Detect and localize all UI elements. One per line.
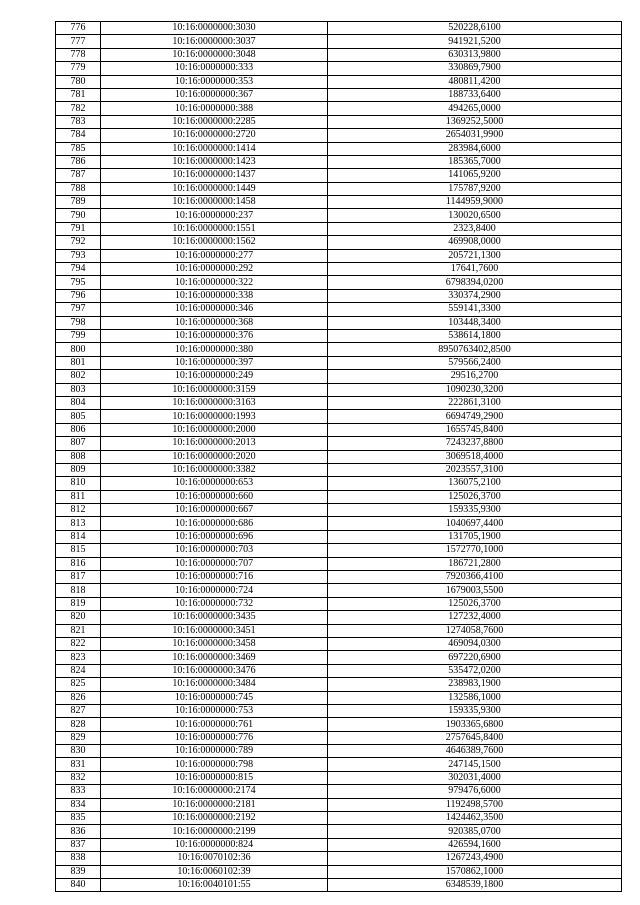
cadastral-number-cell: 10:16:0000000:3484	[101, 678, 328, 691]
value-cell: 1369252,5000	[328, 115, 622, 128]
table-row	[56, 865, 622, 878]
cadastral-number-cell: 10:16:0000000:686	[101, 517, 328, 530]
value-cell: 1274058,7600	[328, 624, 622, 637]
table-row	[56, 637, 622, 650]
table-row	[56, 62, 622, 75]
row-number-cell: 797	[56, 303, 101, 316]
table-row	[56, 504, 622, 517]
value-cell: 538614,1800	[328, 329, 622, 342]
row-number-cell: 792	[56, 236, 101, 249]
row-number-cell: 801	[56, 356, 101, 369]
value-cell: 2654031,9900	[328, 129, 622, 142]
table-row	[56, 825, 622, 838]
row-number-cell: 823	[56, 651, 101, 664]
row-number-cell: 835	[56, 812, 101, 825]
cadastral-number-cell: 10:16:0000000:1449	[101, 182, 328, 195]
table-row	[56, 731, 622, 744]
cadastral-number-cell: 10:16:0040101:55	[101, 879, 328, 892]
table-row	[56, 88, 622, 101]
row-number-cell: 810	[56, 477, 101, 490]
cadastral-number-cell: 10:16:0000000:1437	[101, 169, 328, 182]
cadastral-number-cell: 10:16:0000000:3451	[101, 624, 328, 637]
cadastral-number-cell: 10:16:0060102:39	[101, 865, 328, 878]
value-cell: 1040697,4400	[328, 517, 622, 530]
cadastral-value-table	[55, 21, 622, 892]
table-row	[56, 249, 622, 262]
table-row	[56, 343, 622, 356]
cadastral-number-cell: 10:16:0000000:388	[101, 102, 328, 115]
row-number-cell: 793	[56, 249, 101, 262]
row-number-cell: 832	[56, 771, 101, 784]
row-number-cell: 825	[56, 678, 101, 691]
cadastral-number-cell: 10:16:0000000:249	[101, 370, 328, 383]
table-row	[56, 35, 622, 48]
row-number-cell: 777	[56, 35, 101, 48]
table-row	[56, 490, 622, 503]
value-cell: 2023557,3100	[328, 463, 622, 476]
cadastral-number-cell: 10:16:0000000:653	[101, 477, 328, 490]
table-row	[56, 396, 622, 409]
cadastral-number-cell: 10:16:0000000:789	[101, 745, 328, 758]
table-row	[56, 798, 622, 811]
cadastral-number-cell: 10:16:0000000:707	[101, 557, 328, 570]
row-number-cell: 826	[56, 691, 101, 704]
row-number-cell: 840	[56, 879, 101, 892]
row-number-cell: 831	[56, 758, 101, 771]
cadastral-number-cell: 10:16:0000000:824	[101, 838, 328, 851]
cadastral-number-cell: 10:16:0000000:2000	[101, 423, 328, 436]
table-row	[56, 410, 622, 423]
table-row	[56, 718, 622, 731]
row-number-cell: 800	[56, 343, 101, 356]
cadastral-number-cell: 10:16:0000000:292	[101, 263, 328, 276]
cadastral-number-cell: 10:16:0000000:3159	[101, 383, 328, 396]
cadastral-number-cell: 10:16:0000000:1993	[101, 410, 328, 423]
cadastral-number-cell: 10:16:0000000:322	[101, 276, 328, 289]
value-cell: 469094,0300	[328, 637, 622, 650]
table-row	[56, 611, 622, 624]
table-row	[56, 838, 622, 851]
table-row	[56, 155, 622, 168]
row-number-cell: 805	[56, 410, 101, 423]
table-row	[56, 571, 622, 584]
table-row	[56, 236, 622, 249]
table-row	[56, 276, 622, 289]
row-number-cell: 819	[56, 597, 101, 610]
cadastral-number-cell: 10:16:0000000:724	[101, 584, 328, 597]
row-number-cell: 830	[56, 745, 101, 758]
table-row	[56, 129, 622, 142]
value-cell: 125026,3700	[328, 597, 622, 610]
value-cell: 131705,1900	[328, 530, 622, 543]
value-cell: 17641,7600	[328, 263, 622, 276]
value-cell: 175787,9200	[328, 182, 622, 195]
cadastral-number-cell: 10:16:0000000:353	[101, 75, 328, 88]
cadastral-number-cell: 10:16:0000000:2181	[101, 798, 328, 811]
row-number-cell: 803	[56, 383, 101, 396]
value-cell: 697220,6900	[328, 651, 622, 664]
value-cell: 535472,0200	[328, 664, 622, 677]
value-cell: 920385,0700	[328, 825, 622, 838]
row-number-cell: 812	[56, 504, 101, 517]
value-cell: 283984,6000	[328, 142, 622, 155]
table-row	[56, 785, 622, 798]
value-cell: 469908,0000	[328, 236, 622, 249]
value-cell: 136075,2100	[328, 477, 622, 490]
value-cell: 1090230,3200	[328, 383, 622, 396]
row-number-cell: 811	[56, 490, 101, 503]
cadastral-number-cell: 10:16:0000000:1414	[101, 142, 328, 155]
table-row	[56, 169, 622, 182]
table-row	[56, 530, 622, 543]
cadastral-number-cell: 10:16:0000000:3435	[101, 611, 328, 624]
table-row	[56, 370, 622, 383]
table-row	[56, 303, 622, 316]
cadastral-number-cell: 10:16:0000000:660	[101, 490, 328, 503]
cadastral-number-cell: 10:16:0000000:338	[101, 289, 328, 302]
row-number-cell: 782	[56, 102, 101, 115]
value-cell: 941921,5200	[328, 35, 622, 48]
cadastral-number-cell: 10:16:0000000:346	[101, 303, 328, 316]
cadastral-number-cell: 10:16:0000000:3469	[101, 651, 328, 664]
table-row	[56, 664, 622, 677]
cadastral-number-cell: 10:16:0000000:716	[101, 571, 328, 584]
row-number-cell: 799	[56, 329, 101, 342]
value-cell: 579566,2400	[328, 356, 622, 369]
cadastral-number-cell: 10:16:0000000:798	[101, 758, 328, 771]
cadastral-number-cell: 10:16:0000000:3476	[101, 664, 328, 677]
value-cell: 6694749,2900	[328, 410, 622, 423]
value-cell: 2757645,8400	[328, 731, 622, 744]
row-number-cell: 838	[56, 852, 101, 865]
value-cell: 1570862,1000	[328, 865, 622, 878]
value-cell: 1679003,5500	[328, 584, 622, 597]
row-number-cell: 827	[56, 704, 101, 717]
table-row	[56, 75, 622, 88]
cadastral-number-cell: 10:16:0000000:1562	[101, 236, 328, 249]
value-cell: 127232,4000	[328, 611, 622, 624]
cadastral-number-cell: 10:16:0000000:3458	[101, 637, 328, 650]
row-number-cell: 804	[56, 396, 101, 409]
table-row	[56, 557, 622, 570]
row-number-cell: 809	[56, 463, 101, 476]
table-row	[56, 544, 622, 557]
row-number-cell: 788	[56, 182, 101, 195]
row-number-cell: 816	[56, 557, 101, 570]
row-number-cell: 802	[56, 370, 101, 383]
table-row	[56, 450, 622, 463]
row-number-cell: 776	[56, 22, 101, 35]
value-cell: 559141,3300	[328, 303, 622, 316]
cadastral-number-cell: 10:16:0000000:703	[101, 544, 328, 557]
row-number-cell: 824	[56, 664, 101, 677]
cadastral-number-cell: 10:16:0000000:3163	[101, 396, 328, 409]
value-cell: 1144959,9000	[328, 196, 622, 209]
value-cell: 247145,1500	[328, 758, 622, 771]
cadastral-number-cell: 10:16:0000000:3037	[101, 35, 328, 48]
row-number-cell: 791	[56, 222, 101, 235]
row-number-cell: 783	[56, 115, 101, 128]
value-cell: 1572770,1000	[328, 544, 622, 557]
value-cell: 8950763402,8500	[328, 343, 622, 356]
table-row	[56, 22, 622, 35]
row-number-cell: 822	[56, 637, 101, 650]
table-row	[56, 423, 622, 436]
row-number-cell: 837	[56, 838, 101, 851]
cadastral-number-cell: 10:16:0000000:277	[101, 249, 328, 262]
cadastral-number-cell: 10:16:0000000:2020	[101, 450, 328, 463]
row-number-cell: 778	[56, 48, 101, 61]
cadastral-number-cell: 10:16:0000000:3030	[101, 22, 328, 35]
row-number-cell: 820	[56, 611, 101, 624]
cadastral-number-cell: 10:16:0000000:3382	[101, 463, 328, 476]
row-number-cell: 821	[56, 624, 101, 637]
row-number-cell: 829	[56, 731, 101, 744]
row-number-cell: 817	[56, 571, 101, 584]
table-row	[56, 196, 622, 209]
row-number-cell: 839	[56, 865, 101, 878]
table-row	[56, 115, 622, 128]
value-cell: 480811,4200	[328, 75, 622, 88]
cadastral-number-cell: 10:16:0000000:2285	[101, 115, 328, 128]
value-cell: 7243237,8800	[328, 437, 622, 450]
row-number-cell: 779	[56, 62, 101, 75]
table-row	[56, 624, 622, 637]
row-number-cell: 806	[56, 423, 101, 436]
value-cell: 7920366,4100	[328, 571, 622, 584]
value-cell: 330374,2900	[328, 289, 622, 302]
cadastral-number-cell: 10:16:0000000:367	[101, 88, 328, 101]
table-row	[56, 745, 622, 758]
cadastral-number-cell: 10:16:0000000:2720	[101, 129, 328, 142]
cadastral-number-cell: 10:16:0000000:732	[101, 597, 328, 610]
value-cell: 2323,8400	[328, 222, 622, 235]
table-row	[56, 852, 622, 865]
value-cell: 6798394,0200	[328, 276, 622, 289]
value-cell: 125026,3700	[328, 490, 622, 503]
cadastral-number-cell: 10:16:0000000:333	[101, 62, 328, 75]
value-cell: 186721,2800	[328, 557, 622, 570]
table-row	[56, 477, 622, 490]
value-cell: 3069518,4000	[328, 450, 622, 463]
value-cell: 159335,9300	[328, 504, 622, 517]
value-cell: 1903365,6800	[328, 718, 622, 731]
table-row	[56, 356, 622, 369]
table-row	[56, 691, 622, 704]
value-cell: 1655745,8400	[328, 423, 622, 436]
table-row	[56, 651, 622, 664]
table-body	[56, 22, 622, 892]
table-row	[56, 678, 622, 691]
row-number-cell: 836	[56, 825, 101, 838]
table-row	[56, 437, 622, 450]
cadastral-number-cell: 10:16:0000000:1551	[101, 222, 328, 235]
row-number-cell: 780	[56, 75, 101, 88]
value-cell: 330869,7900	[328, 62, 622, 75]
value-cell: 141065,9200	[328, 169, 622, 182]
row-number-cell: 798	[56, 316, 101, 329]
table-row	[56, 263, 622, 276]
table-row	[56, 771, 622, 784]
cadastral-number-cell: 10:16:0000000:745	[101, 691, 328, 704]
value-cell: 205721,1300	[328, 249, 622, 262]
table-row	[56, 584, 622, 597]
row-number-cell: 828	[56, 718, 101, 731]
cadastral-number-cell: 10:16:0000000:776	[101, 731, 328, 744]
table-row	[56, 704, 622, 717]
cadastral-number-cell: 10:16:0000000:368	[101, 316, 328, 329]
cadastral-number-cell: 10:16:0000000:2192	[101, 812, 328, 825]
row-number-cell: 785	[56, 142, 101, 155]
value-cell: 130020,6500	[328, 209, 622, 222]
table-row	[56, 209, 622, 222]
row-number-cell: 807	[56, 437, 101, 450]
table-row	[56, 289, 622, 302]
table-row	[56, 383, 622, 396]
row-number-cell: 786	[56, 155, 101, 168]
row-number-cell: 796	[56, 289, 101, 302]
cadastral-number-cell: 10:16:0000000:2174	[101, 785, 328, 798]
cadastral-number-cell: 10:16:0000000:376	[101, 329, 328, 342]
value-cell: 238983,1900	[328, 678, 622, 691]
row-number-cell: 784	[56, 129, 101, 142]
table-row	[56, 102, 622, 115]
value-cell: 132586,1000	[328, 691, 622, 704]
row-number-cell: 834	[56, 798, 101, 811]
value-cell: 494265,0000	[328, 102, 622, 115]
table-row	[56, 758, 622, 771]
table-row	[56, 597, 622, 610]
cadastral-number-cell: 10:16:0000000:2199	[101, 825, 328, 838]
table-row	[56, 517, 622, 530]
cadastral-number-cell: 10:16:0000000:3048	[101, 48, 328, 61]
value-cell: 520228,6100	[328, 22, 622, 35]
table-row	[56, 316, 622, 329]
value-cell: 29516,2700	[328, 370, 622, 383]
value-cell: 979476,6000	[328, 785, 622, 798]
cadastral-number-cell: 10:16:0000000:753	[101, 704, 328, 717]
value-cell: 4646389,7600	[328, 745, 622, 758]
cadastral-number-cell: 10:16:0000000:237	[101, 209, 328, 222]
table-row	[56, 182, 622, 195]
row-number-cell: 795	[56, 276, 101, 289]
row-number-cell: 789	[56, 196, 101, 209]
row-number-cell: 781	[56, 88, 101, 101]
value-cell: 1424462,3500	[328, 812, 622, 825]
value-cell: 6348539,1800	[328, 879, 622, 892]
table-row	[56, 222, 622, 235]
value-cell: 159335,9300	[328, 704, 622, 717]
cadastral-number-cell: 10:16:0000000:2013	[101, 437, 328, 450]
cadastral-number-cell: 10:16:0000000:397	[101, 356, 328, 369]
value-cell: 1192498,5700	[328, 798, 622, 811]
value-cell: 630313,9800	[328, 48, 622, 61]
value-cell: 103448,3400	[328, 316, 622, 329]
value-cell: 188733,6400	[328, 88, 622, 101]
value-cell: 185365,7000	[328, 155, 622, 168]
row-number-cell: 818	[56, 584, 101, 597]
cadastral-number-cell: 10:16:0000000:667	[101, 504, 328, 517]
cadastral-number-cell: 10:16:0000000:815	[101, 771, 328, 784]
cadastral-number-cell: 10:16:0070102:36	[101, 852, 328, 865]
row-number-cell: 790	[56, 209, 101, 222]
table-row	[56, 48, 622, 61]
row-number-cell: 813	[56, 517, 101, 530]
table-row	[56, 463, 622, 476]
row-number-cell: 787	[56, 169, 101, 182]
row-number-cell: 794	[56, 263, 101, 276]
cadastral-number-cell: 10:16:0000000:761	[101, 718, 328, 731]
cadastral-number-cell: 10:16:0000000:380	[101, 343, 328, 356]
cadastral-number-cell: 10:16:0000000:1423	[101, 155, 328, 168]
row-number-cell: 833	[56, 785, 101, 798]
cadastral-number-cell: 10:16:0000000:1458	[101, 196, 328, 209]
value-cell: 302031,4000	[328, 771, 622, 784]
row-number-cell: 808	[56, 450, 101, 463]
value-cell: 222861,3100	[328, 396, 622, 409]
table-row	[56, 812, 622, 825]
table-row	[56, 142, 622, 155]
table-row	[56, 329, 622, 342]
table-row	[56, 879, 622, 892]
value-cell: 426594,1600	[328, 838, 622, 851]
row-number-cell: 814	[56, 530, 101, 543]
value-cell: 1267243,4900	[328, 852, 622, 865]
cadastral-number-cell: 10:16:0000000:696	[101, 530, 328, 543]
row-number-cell: 815	[56, 544, 101, 557]
